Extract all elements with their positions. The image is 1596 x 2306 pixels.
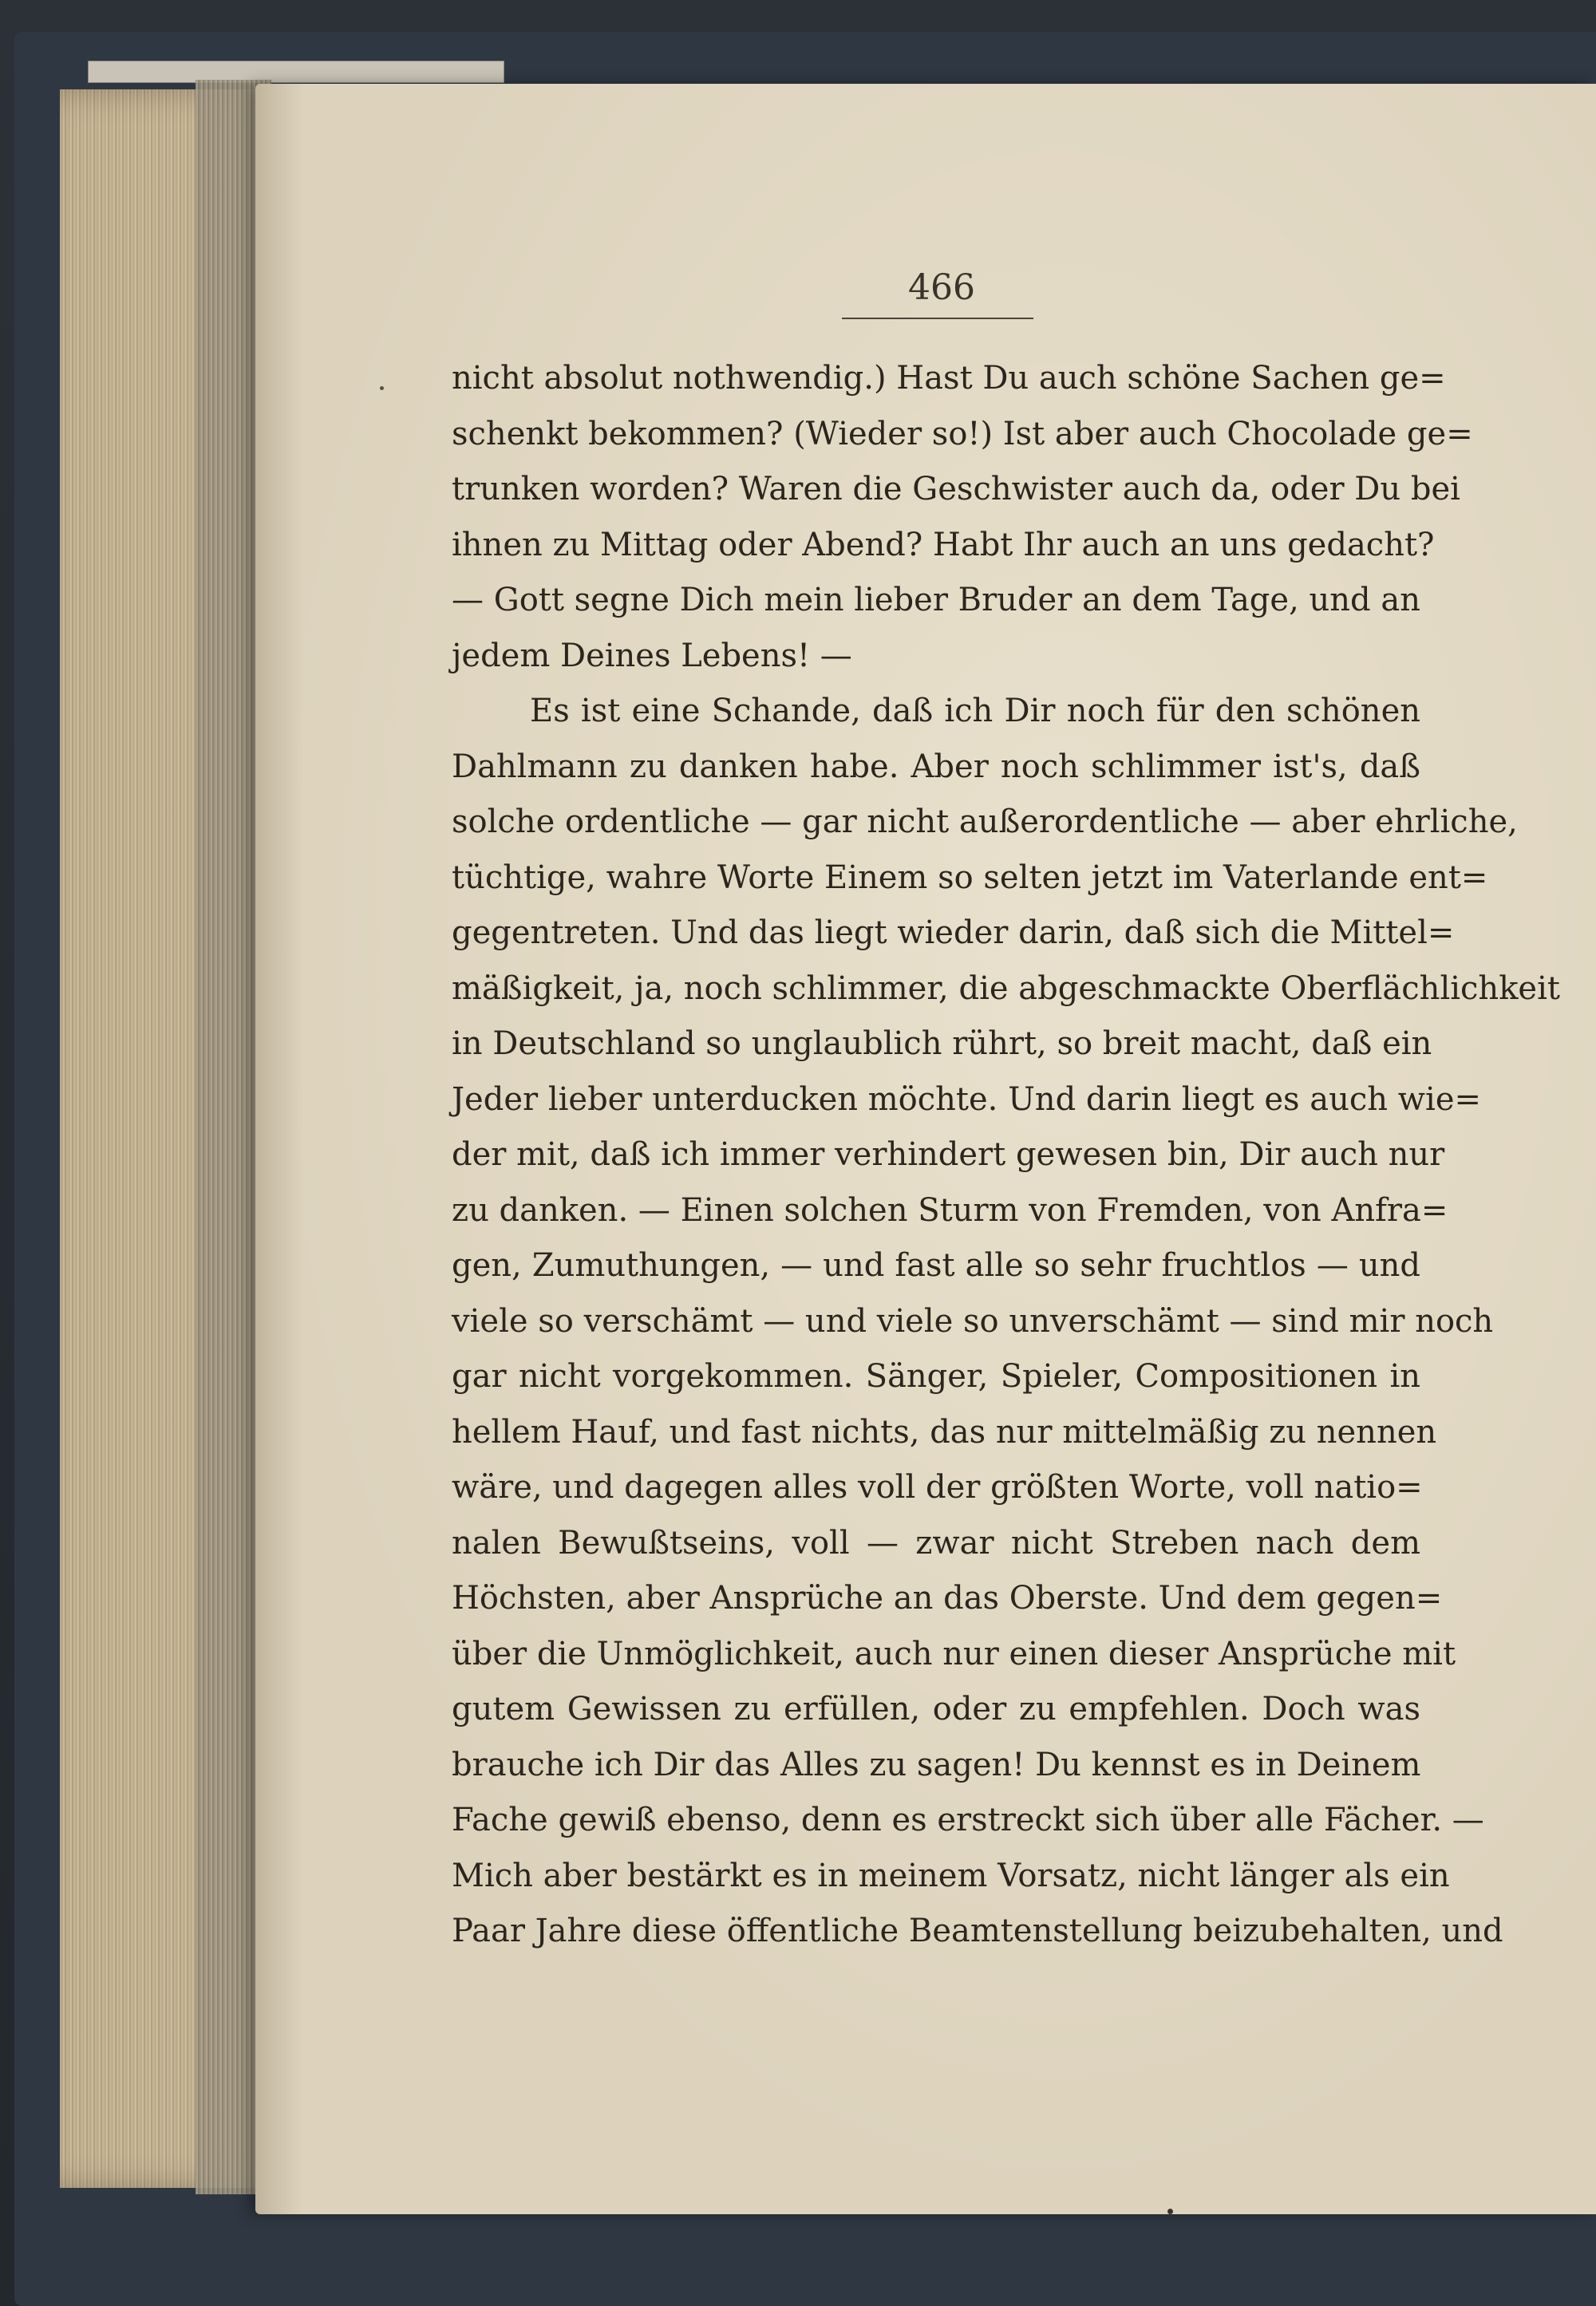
text-line: Paar Jahre diese öffentliche Beamtenstellung beizubehalten, und xyxy=(452,1913,1503,1949)
page-number: 466 xyxy=(908,267,975,308)
text-line: Höchsten, aber Ansprüche an das Oberste. Und dem gegen= xyxy=(452,1580,1443,1617)
text-line: zu danken. — Einen solchen Sturm von Fremden, von Anfra= xyxy=(452,1191,1448,1229)
text-line: mäßigkeit, ja, noch schlimmer, die abgeschmackte Oberflächlichkeit xyxy=(452,969,1560,1007)
text-line: Dahlmann zu danken habe. Aber noch schlimmer ist's, daß xyxy=(452,748,1420,785)
text-line: über die Unmöglichkeit, auch nur einen dieser Ansprüche mit xyxy=(452,1635,1456,1672)
text-line: Fache gewiß ebenso, denn es erstreckt sich über alle Fächer. — xyxy=(452,1802,1484,1838)
text-line: Mich aber bestärkt es in meinem Vorsatz, nicht länger als ein xyxy=(452,1857,1450,1894)
cover-edge-strip xyxy=(88,61,504,83)
text-line: ihnen zu Mittag oder Abend? Habt Ihr auch an uns gedacht? xyxy=(452,526,1435,563)
text-line: gen, Zumuthungen, — und fast alle so sehr fruchtlos — und xyxy=(452,1247,1420,1284)
text-line: gutem Gewissen zu erfüllen, oder zu empfehlen. Doch was xyxy=(452,1691,1420,1728)
text-line: tüchtige, wahre Worte Einem so selten jetzt im Vaterlande ent= xyxy=(452,859,1488,896)
text-line: in Deutschland so unglaublich rührt, so breit macht, daß ein xyxy=(452,1025,1432,1062)
text-line: gar nicht vorgekommen. Sänger, Spieler, Compositionen in xyxy=(452,1358,1420,1395)
text-line: — Gott segne Dich mein lieber Bruder an dem Tage, und an xyxy=(452,582,1420,618)
text-line: jedem Deines Lebens! — xyxy=(452,637,852,674)
text-line: gegentreten. Und das liegt wieder darin, daß sich die Mittel= xyxy=(452,914,1455,951)
ink-speck xyxy=(380,386,384,390)
text-line: schenkt bekommen? (Wieder so!) Ist aber auch Chocolade ge= xyxy=(452,415,1473,452)
text-line: nicht absolut nothwendig.) Hast Du auch schöne Sachen ge= xyxy=(452,360,1446,397)
text-line-paragraph-start: Es ist eine Schande, daß ich Dir noch für den schönen xyxy=(530,693,1420,729)
text-line: nalen Bewußtseins, voll — zwar nicht Streben nach dem xyxy=(452,1524,1420,1562)
text-line: Jeder lieber unterducken möchte. Und darin liegt es auch wie= xyxy=(452,1080,1481,1118)
text-line: wäre, und dagegen alles voll der größten Worte, voll natio= xyxy=(452,1469,1423,1506)
text-line: solche ordentliche — gar nicht außerordentliche — aber ehrliche, xyxy=(452,804,1518,840)
page-text xyxy=(452,351,1560,1960)
text-line: der mit, daß ich immer verhindert gewesen bin, Dir auch nur xyxy=(452,1136,1445,1173)
ink-speck xyxy=(1167,2209,1173,2214)
text-line: hellem Hauf, und fast nichts, das nur mittelmäßig zu nennen xyxy=(452,1413,1437,1451)
text-line: brauche ich Dir das Alles zu sagen! Du kennst es in Deinem xyxy=(452,1746,1421,1783)
text-line: trunken worden? Waren die Geschwister auch da, oder Du bei xyxy=(452,471,1460,507)
text-line: viele so verschämt — und viele so unverschämt — sind mir noch xyxy=(452,1302,1494,1340)
page-number-rule xyxy=(842,318,1033,319)
